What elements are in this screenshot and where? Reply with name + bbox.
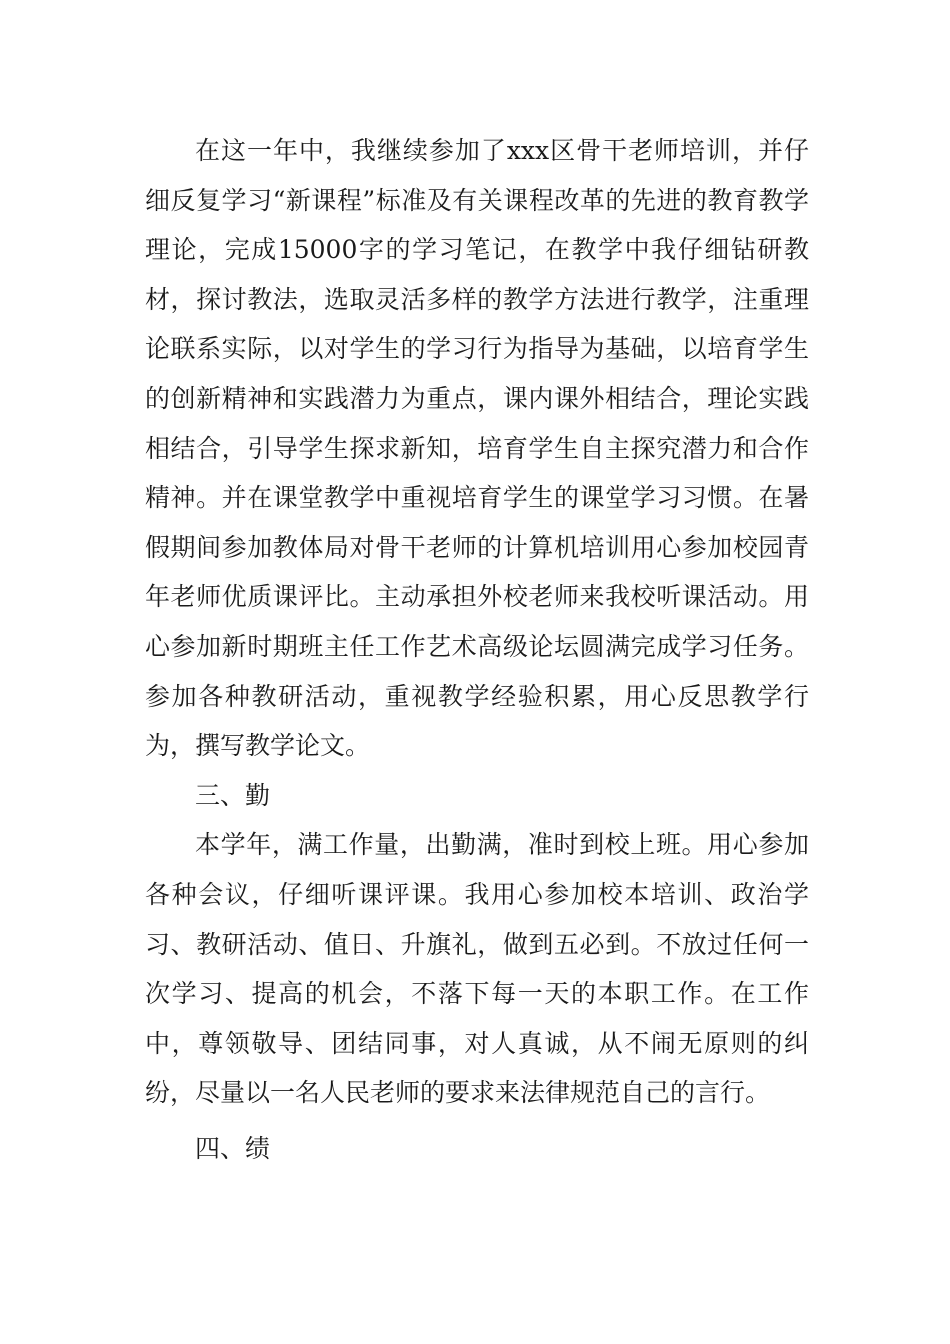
paragraph-study-training: 在这一年中，我继续参加了xxx区骨干老师培训，并仔细反复学习“新课程”标准及有关课程改革的先进的教育教学理论，完成15000字的学习笔记，在教学中我仔细钻研教材，探讨教法，选取灵活多样的教学方法进行教学，注重理论联系实际，以对学生的学习行为指导为基础，以培育学生的创新精神和实践潜力为重点，课内课外相结合，理论实践相结合，引导学生探求新知，培育学生自主探究潜力和合作精神。并在课堂教学中重视培育学生的课堂学习习惯。在暑假期间参加教体局对骨干老师的计算机培训用心参加校园青年老师优质课评比。主动承担外校老师来我校听课活动。用心参加新时期班主任工作艺术高级论坛圆满完成学习任务。参加各种教研活动，重视教学经验积累，用心反思教学行为，撰写教学论文。 <box>145 136 809 761</box>
paragraph-attendance: 本学年，满工作量，出勤满，准时到校上班。用心参加各种会议，仔细听课评课。我用心参加校本培训、政治学习、教研活动、值日、升旗礼，做到五必到。不放过任何一次学习、提高的机会，不落下每一天的本职工作。在工作中，尊领敬导、团结同事，对人真诚，从不闹无原则的纠纷，尽量以一名人民老师的要求来法律规范自己的言行。 <box>145 830 809 1108</box>
document-body <box>145 126 809 1173</box>
section-heading-diligence: 三、勤 <box>195 780 271 810</box>
section-heading-achievements: 四、绩 <box>195 1133 271 1163</box>
